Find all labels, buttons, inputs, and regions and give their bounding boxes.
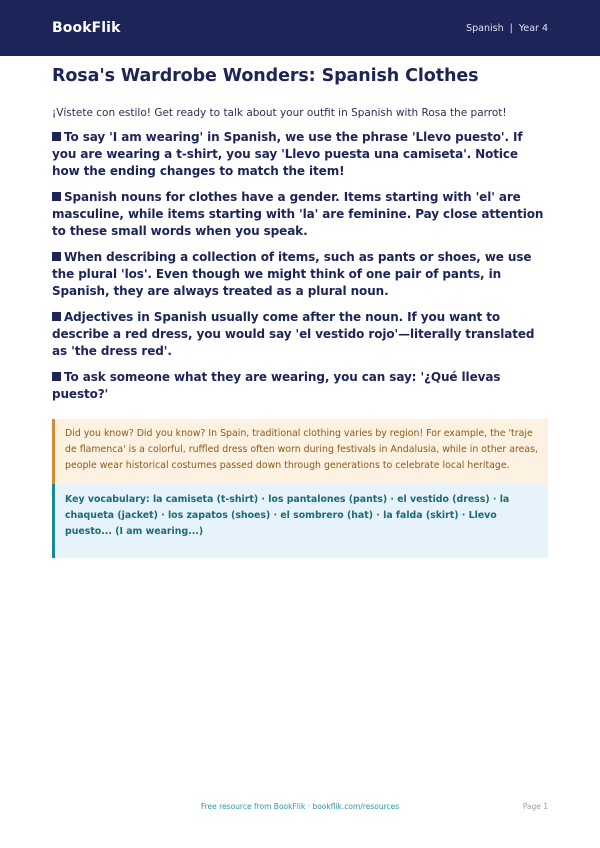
header-bar bbox=[0, 0, 600, 56]
key-point-text: Adjectives in Spanish usually come after the noun. If you want to describe a red dress, you would say 'el vestido rojo'—literally translated as 'the dress red'. bbox=[52, 310, 535, 358]
subject-label: Spanish bbox=[466, 22, 504, 34]
page-number: Page 1 bbox=[522, 802, 548, 811]
main-content bbox=[52, 66, 548, 558]
intro-text: ¡Vístete con estilo! Get ready to talk about your outfit in Spanish with Rosa the parrot! bbox=[52, 107, 507, 119]
key-point bbox=[52, 249, 548, 300]
did-you-know-callout: Did you know? Did you know? In Spain, traditional clothing varies by region! For example, the 'traje de flamenca' is a colorful, ruffled dress often worn during festivals in Andalusia, while in other areas, people wear historical costumes passed down through generations to celebrate local heritage. bbox=[52, 419, 548, 484]
square-bullet-icon bbox=[52, 312, 61, 321]
page-title: Rosa's Wardrobe Wonders: Spanish Clothes bbox=[52, 66, 479, 86]
square-bullet-icon bbox=[52, 132, 61, 141]
footer-link[interactable]: Free resource from BookFlik · bookflik.com/resources bbox=[200, 802, 400, 811]
key-point-text: Spanish nouns for clothes have a gender. Items starting with 'el' are masculine, while items starting with 'la' are feminine. Pay close attention to these small words when you speak. bbox=[52, 190, 544, 238]
key-point-text: To ask someone what they are wearing, you can say: '¿Qué llevas puesto?' bbox=[52, 370, 501, 401]
meta-separator: | bbox=[509, 22, 513, 34]
brand-logo[interactable]: BookFlik bbox=[52, 20, 121, 36]
square-bullet-icon bbox=[52, 192, 61, 201]
header-meta bbox=[466, 23, 548, 34]
key-point bbox=[52, 309, 548, 360]
key-point-text: To say 'I am wearing' in Spanish, we use the phrase 'Llevo puesto'. If you are wearing a t-shirt, you say 'Llevo puesta una camiseta'. Notice how the ending changes to match the item! bbox=[52, 130, 523, 178]
key-point bbox=[52, 189, 548, 240]
year-label: Year 4 bbox=[518, 22, 548, 34]
key-vocabulary-box: Key vocabulary: la camiseta (t-shirt) · los pantalones (pants) · el vestido (dress) · la chaqueta (jacket) · los zapatos (shoes) · el sombrero (hat) · la falda (skirt) · Llevo puesto... (I am wearing...) bbox=[52, 484, 548, 558]
square-bullet-icon bbox=[52, 372, 61, 381]
key-point bbox=[52, 129, 548, 180]
key-point bbox=[52, 369, 548, 403]
square-bullet-icon bbox=[52, 252, 61, 261]
key-point-text: When describing a collection of items, such as pants or shoes, we use the plural 'los'. Even though we might think of one pair of pants, in Spanish, they are always treated as a plural noun. bbox=[52, 250, 532, 298]
